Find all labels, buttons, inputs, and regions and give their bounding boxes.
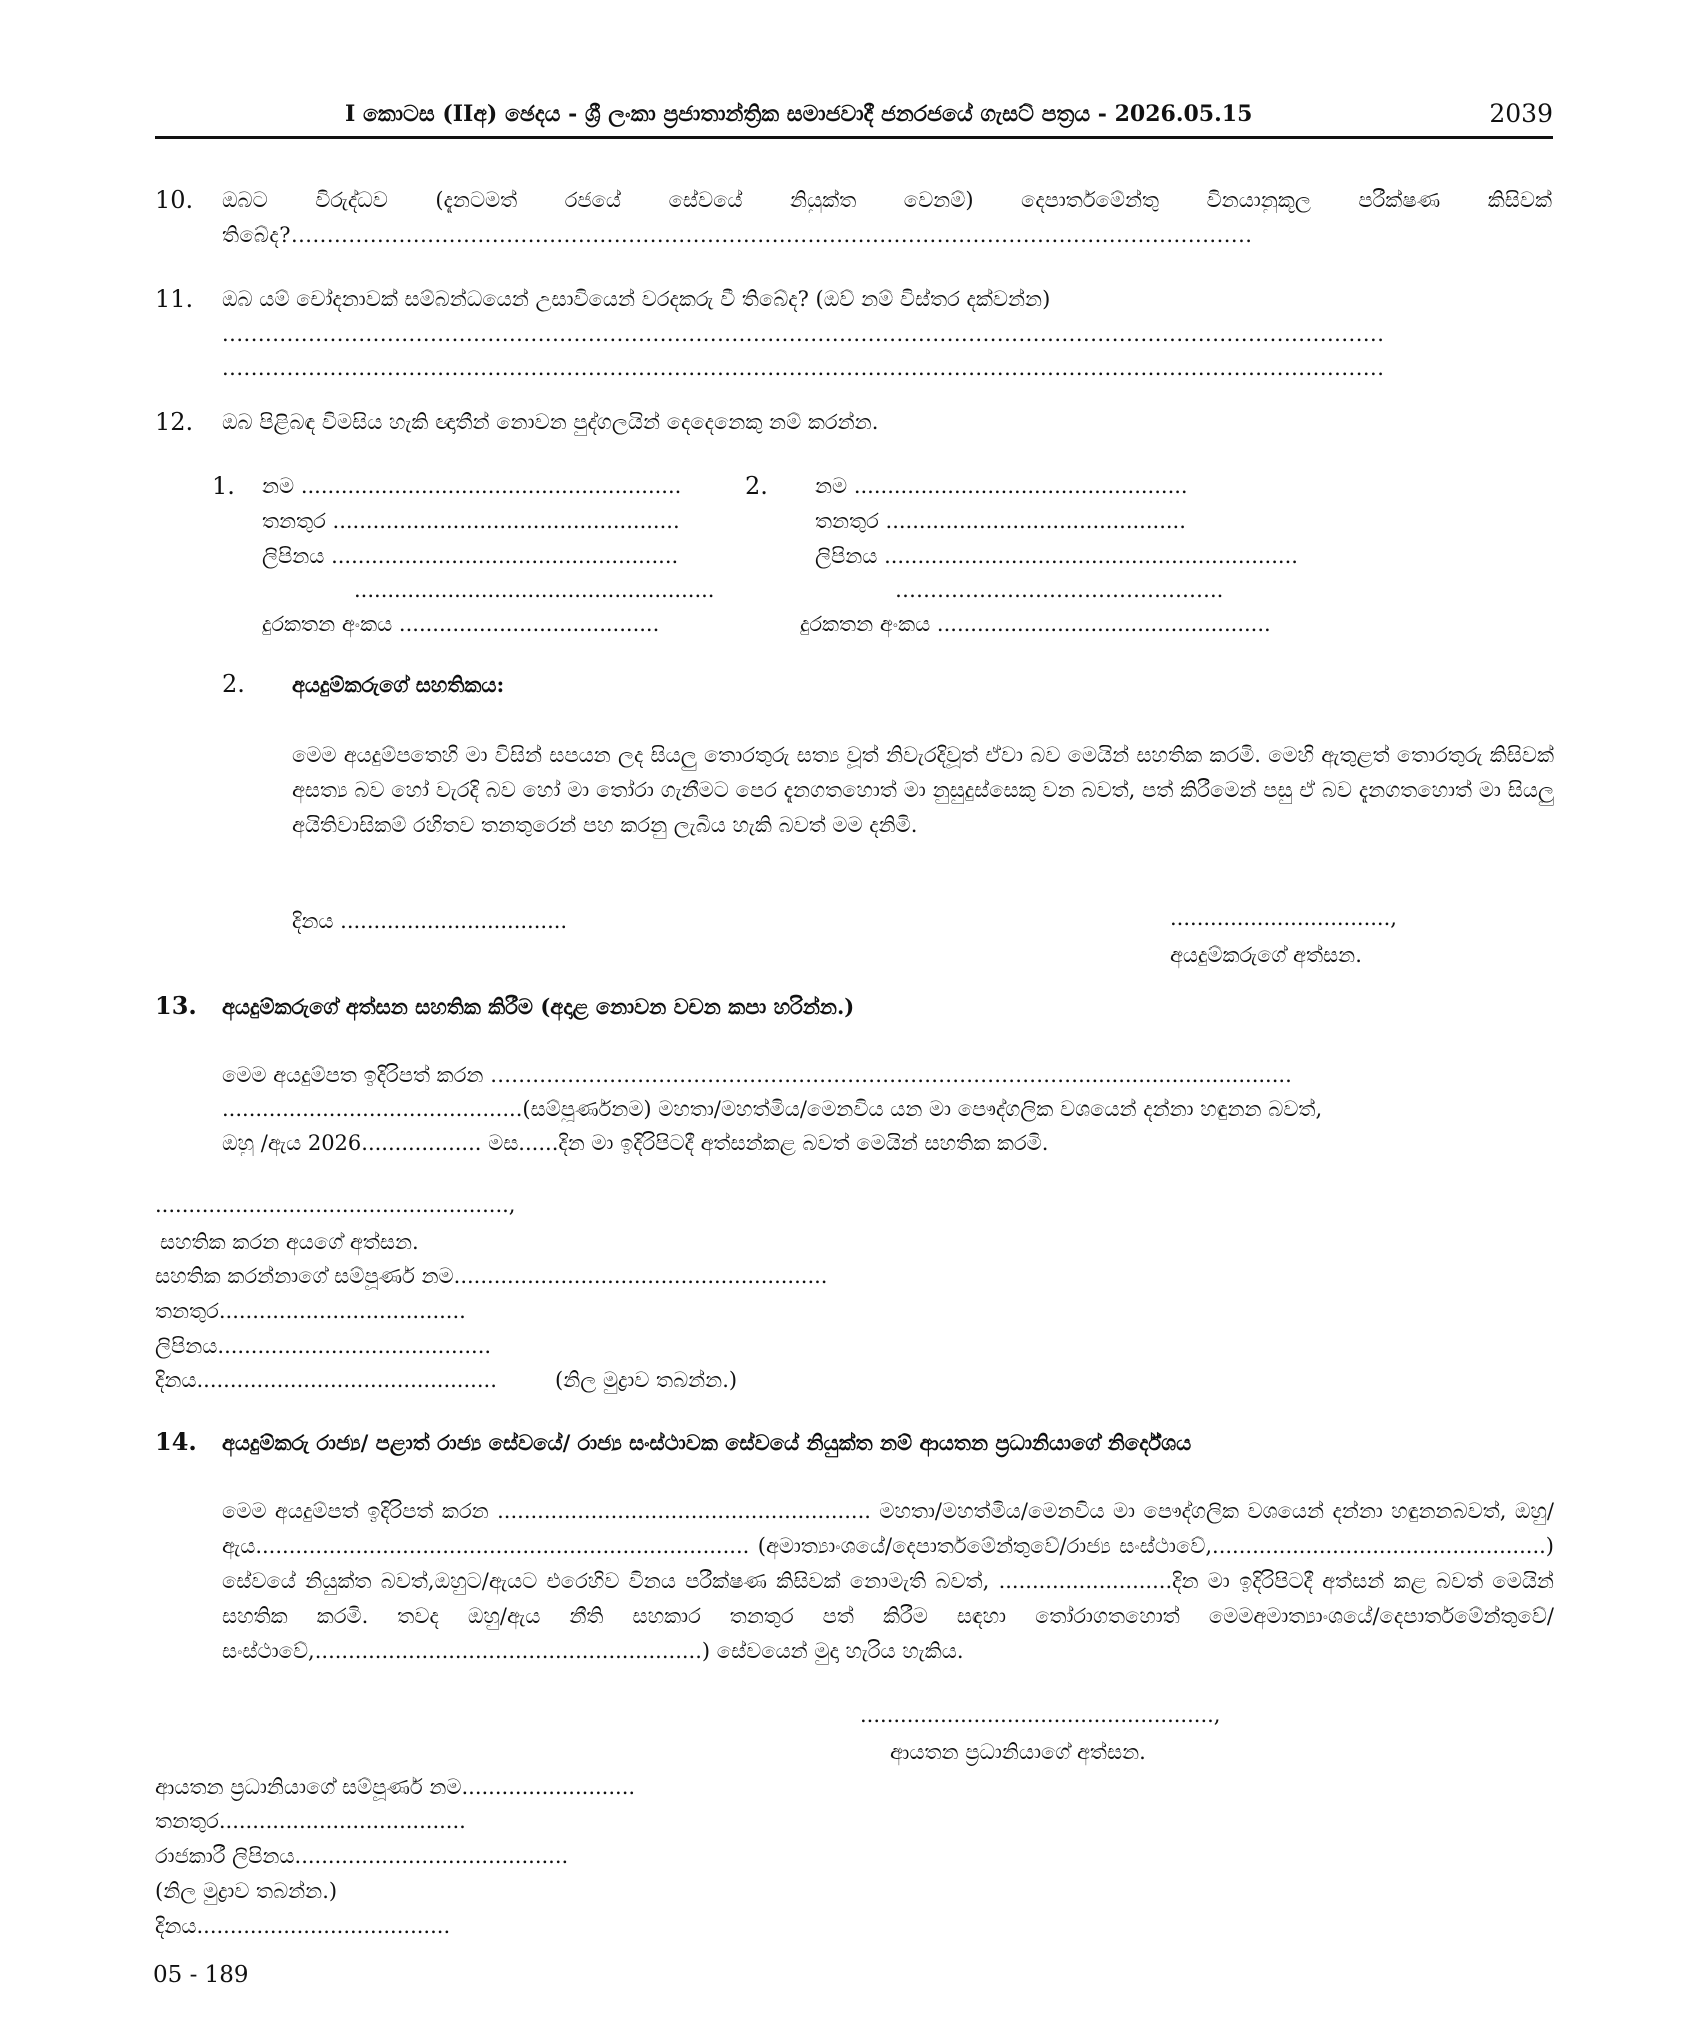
head-date: දිනය...................................... [155,1914,451,1938]
question-14-number: 14. [155,1427,197,1456]
head-signature-label: ආයතන ප්‍රධානියාගේ අත්සන. [890,1740,1146,1764]
page-footer-code: 05 - 189 [153,1962,249,1988]
certificate-number: 2. [222,670,245,698]
question-10-line-1: ඔබට විරුද්ධව (දැනටමත් රජයේ සේවයේ නියුක්ත වෙනම්) දෙපාර්තමේන්තු විනයානුකූල පරීක්ෂණ කිසිවක් [222,188,1552,212]
referee-2-name: නම .................................................. [815,474,1188,498]
question-14-title: අයදුම්කරු රාජ්‍ය/ පළාත් රාජ්‍ය සේවයේ/ රාජ්‍ය සංස්ථාවක සේවයේ නියුක්ත නම් ආයතන ප්‍රධානියාගේ නිර්දේශය [222,1430,1192,1455]
head-seal-note: (නිල මුද්‍රාව තබන්න.) [155,1879,338,1903]
referee-1-address-2: ...................................................... [354,578,715,602]
question-14-body: මෙම අයදුම්පත් ඉදිරිපත් කරන ........................................................ මහතා/මහත්මිය/මෙනවිය මා පෞද්ගලික වශයෙන් දන්නා හඳුනනබවත්, ඔහු/ඇය.......................................................................... (අමාත්‍යාංශයේ/දෙපාර්තමේන්තුවේ/රාජ්‍ය සංස්ථාවේ,..................................................) සේවයේ නියුක්ත බවත්,ඔහුට/ඇයට එරෙහිව විනය පරීක්ෂණ කිසිවක් නොමැති බවත්, ..........................දින මා ඉදිරිපිටදී අත්සන් කළ බවත් මෙයින් සහතික කරමි. තවද ඔහු/ඇය නීති සහකාර තනතුර පත් කිරීම සඳහා තෝරාගතහොත් මෙමඅමාත්‍යාංශයේ/දෙපාර්තමේන්තුවේ/සංස්ථාවේ,..........................................................) සේවයෙන් මුදා හැරිය හැකිය. [222,1499,1554,1663]
referee-1-phone: දුරකතන අංකය ....................................... [262,612,660,636]
question-13-title: අයදුම්කරුගේ අත්සන සහතික කිරීම (අදාළ නොවන වචන කපා හරින්න.) [222,994,855,1019]
certificate-date: දිනය .................................. [292,909,568,933]
referee-2-address-2: ……………………………………….. [895,578,1224,602]
referee-2-number: 2. [745,472,768,500]
certifier-job: තනතුර..................................... [155,1299,466,1323]
question-13-line-3: ඔහු /ඇය 2026.................. මස......දින මා ඉදිරිපිටදී අත්සන්කළ බවත් මෙයින් සහතික කරමි. [222,1131,1049,1155]
certifier-seal-note: (නිල මුද්‍රාව තබන්න.) [555,1368,738,1392]
head-office-address: රාජකාරී ලිපිනය......................................... [155,1844,569,1868]
question-11-line-1: ඔබ යම් චෝදනාවක් සම්බන්ධයෙන් උසාවියෙන් වරදකරු වී තිබේද? (ඔව් නම් විස්තර දක්වන්න) [222,287,1051,311]
head-job: තනතුර..................................... [155,1809,466,1833]
referee-2-job: තනතුර ............................................. [815,509,1186,533]
referee-1-address: ලිපිනය .................................................... [262,544,679,568]
certifier-address: ලිපිනය......................................... [155,1334,492,1358]
question-13-line-2: .............................................(සම්පූර්ණනම) මහතා/මහත්මිය/මෙනවිය යන මා පෞද්ගලික වශයෙන් දන්නා හඳුනන බවත්, [222,1097,1323,1121]
certifier-full-name: සහතික කරන්නාගේ සම්පූර්ණ නම........................................................ [155,1264,828,1288]
question-13-line-1: මෙම අයදුම්පත ඉදිරිපත් කරන …………………………………………………………………………................................ [222,1063,1292,1087]
certifier-date: දිනය............................................. [155,1368,497,1392]
question-12-text: ඔබ පිළිබඳ විමසිය හැකි ඥාතීන් නොවන පුද්ගලයින් දෙදෙනෙකු නම් කරන්න. [222,410,879,434]
question-11-answer-line-2: .................................................................................................................................................................. [222,356,1385,380]
referee-2-phone: දුරකතන අංකය .................................................. [800,612,1271,636]
certificate-body: මෙම අයදුම්පතෙහි මා විසින් සපයන ලද සියලු තොරතුරු සත්‍ය වූත් නිවැරදිවූත් ඒවා බව මෙයින් සහතික කරමි. මෙහි ඇතුළත් තොරතුරු කිසිවක් අසත්‍ය බව හෝ වැරදි බව හෝ මා තෝරා ගැනීමට පෙර දැනගතහොත් මා නුසුදුස්සෙකු වන බවත්, පත් කිරීමෙන් පසු ඒ බව දැනගතහොත් මා සියලු අයිතිවාසිකම් රහිතව තනතුරෙන් පහ කරනු ලැබිය හැකි බවත් මම දනිමි. [292,743,1554,837]
question-13-number: 13. [155,991,197,1020]
referee-1-job: තනතුර .................................................... [262,509,680,533]
certifier-signature-line: ....................................................., [155,1193,516,1217]
header-rule [155,136,1553,139]
head-full-name: ආයතන ප්‍රධානියාගේ සම්පූර්ණ නම.......................... [155,1775,636,1799]
page-number: 2039 [1489,99,1553,128]
referee-1-number: 1. [212,472,235,500]
head-signature-line: ....................................................., [860,1703,1221,1727]
question-10-number: 10. [155,186,194,214]
question-11-answer-line-1: .................................................................................................................................................................. [222,322,1385,346]
question-10-line-2: තිබේද?...................................................................................................................................... [222,223,1253,247]
referee-1-name: නම ......................................................... [262,474,682,498]
certificate-title: අයදුම්කරුගේ සහතිකය: [292,672,505,697]
page-header-title: I කොටස (IIඅ) ඡෙදය - ශ්‍රී ලංකා ප්‍රජාතාන්ත්‍රික සමාජවාදී ජනරජයේ ගැසට් පත්‍රය - 2026.05.15 [345,101,1253,127]
question-11-number: 11. [155,285,194,313]
applicant-signature-line: ................................., [1170,906,1397,930]
question-12-number: 12. [155,408,194,436]
applicant-signature-label: අයදුම්කරුගේ අත්සන. [1170,943,1362,967]
referee-2-address: ලිපිනය .............................................................. [815,544,1298,568]
certifier-signature-label: සහතික කරන අයගේ අත්සන. [160,1230,419,1254]
